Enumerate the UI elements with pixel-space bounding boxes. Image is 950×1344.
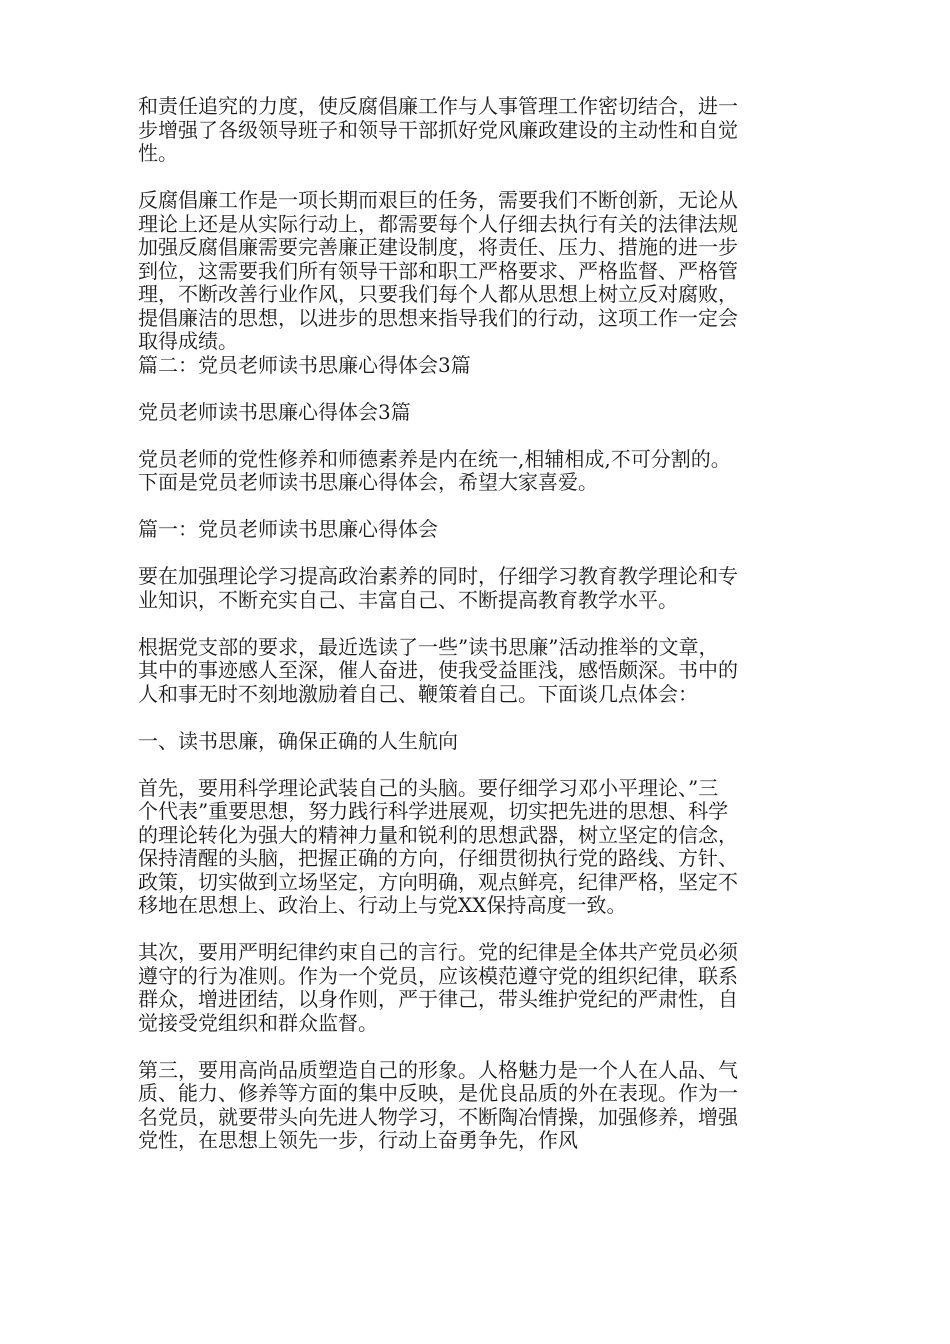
text-line: 政策，切实做到立场坚定，方向明确，观点鲜亮，纪律严格，坚定不: [138, 869, 738, 894]
text-line: 步增强了各级领导班子和领导干部抓好党风廉政建设的主动性和自觉: [138, 117, 738, 142]
text-line: 党员老师的党性修养和师德素养是内在统一,相辅相成,不可分割的。: [138, 446, 731, 471]
text-line: 理论上还是从实际行动上，都需要每个人仔细去执行有关的法律法规: [138, 211, 738, 236]
text-line: 其次，要用严明纪律约束自己的言行。党的纪律是全体共产党员必须: [138, 940, 738, 964]
text-line: 和责任追究的力度，使反腐倡廉工作与人事管理工作密切结合，进一: [138, 94, 738, 118]
text-line: 一、读书思廉，确保正确的人生航向: [138, 728, 458, 753]
paragraph: [138, 777, 818, 918]
paragraph-gap: [138, 166, 818, 190]
paragraph: [138, 95, 818, 166]
text-line: 其中的事迹感人至深，催人奋进，使我受益匪浅，感悟颇深。书中的: [138, 658, 738, 682]
text-line: 第三，要用高尚品质塑造自己的形象。人格魅力是一个人在人品、气: [138, 1057, 738, 1082]
document-page: [138, 95, 818, 1153]
text-line: 加强反腐倡廉需要完善廉正建设制度，将责任、压力、措施的进一步: [138, 235, 738, 259]
paragraph: [138, 1059, 818, 1153]
text-line: 理，不断改善行业作风，只要我们每个人都从思想上树立反对腐败，: [138, 282, 738, 306]
text-line: 保持清醒的头脑，把握正确的方向，仔细贯彻执行党的路线、方针、: [138, 846, 738, 870]
paragraph: [138, 354, 818, 378]
text-line: 根据党支部的要求，最近选读了一些”读书思廉”活动推举的文章，: [138, 634, 719, 659]
paragraph: [138, 565, 818, 612]
text-line: 个代表”重要思想，努力践行科学进展观，切实把先进的思想、科学: [138, 799, 729, 823]
text-line: 党员老师读书思廉心得体会3篇: [138, 399, 411, 424]
paragraph-gap: [138, 612, 818, 636]
paragraph: [138, 401, 818, 425]
paragraph-gap: [138, 495, 818, 519]
text-line: 下面是党员老师读书思廉心得体会，希望大家喜爱。: [138, 470, 598, 494]
text-line: 到位，这需要我们所有领导干部和职工严格要求、严格监督、严格管: [138, 258, 738, 283]
text-line: 首先，要用科学理论武装自己的头脑。要仔细学习邓小平理论、”三: [138, 775, 719, 800]
paragraph: [138, 636, 818, 707]
paragraph: [138, 448, 818, 495]
text-line: 觉接受党组织和群众监督。: [138, 1010, 378, 1035]
text-line: 遵守的行为准则。作为一个党员，应该模范遵守党的组织纪律，联系: [138, 963, 738, 988]
text-line: 提倡廉洁的思想，以进步的思想来指导我们的行动，这项工作一定会: [138, 305, 738, 330]
text-line: 反腐倡廉工作是一项长期而艰巨的任务，需要我们不断创新，无论从: [138, 188, 738, 212]
paragraph: [138, 518, 818, 542]
text-line: 群众，增进团结，以身作则，严于律己，带头维护党纪的严肃性，自: [138, 987, 738, 1011]
paragraph-gap: [138, 424, 818, 448]
text-line: 人和事无时不刻地激励着自己、鞭策着自己。下面谈几点体会：: [138, 681, 698, 706]
paragraph-gap: [138, 377, 818, 401]
text-line: 性。: [138, 141, 178, 165]
paragraph-gap: [138, 918, 818, 942]
paragraph-gap: [138, 542, 818, 566]
text-line: 取得成绩。: [138, 329, 238, 353]
paragraph: [138, 189, 818, 354]
text-line: 质、能力、修养等方面的集中反映，是优良品质的外在表现。作为一: [138, 1081, 738, 1105]
text-line: 篇二：党员老师读书思廉心得体会3篇: [138, 352, 471, 377]
text-line: 移地在思想上、政治上、行动上与党XX保持高度一致。: [138, 893, 627, 917]
text-line: 的理论转化为强大的精神力量和锐利的思想武器，树立坚定的信念，: [138, 822, 738, 847]
paragraph-gap: [138, 706, 818, 730]
text-line: 要在加强理论学习提高政治素养的同时，仔细学习教育教学理论和专: [138, 564, 738, 588]
paragraph-gap: [138, 1035, 818, 1059]
text-line: 党性，在思想上领先一步，行动上奋勇争先，作风: [138, 1128, 578, 1152]
text-line: 名党员，就要带头向先进人物学习，不断陶冶情操，加强修养，增强: [138, 1104, 738, 1129]
paragraph: [138, 730, 818, 754]
text-line: 业知识，不断充实自己、丰富自己、不断提高教育教学水平。: [138, 587, 678, 612]
paragraph-gap: [138, 753, 818, 777]
paragraph: [138, 941, 818, 1035]
text-line: 篇一：党员老师读书思廉心得体会: [138, 517, 438, 541]
